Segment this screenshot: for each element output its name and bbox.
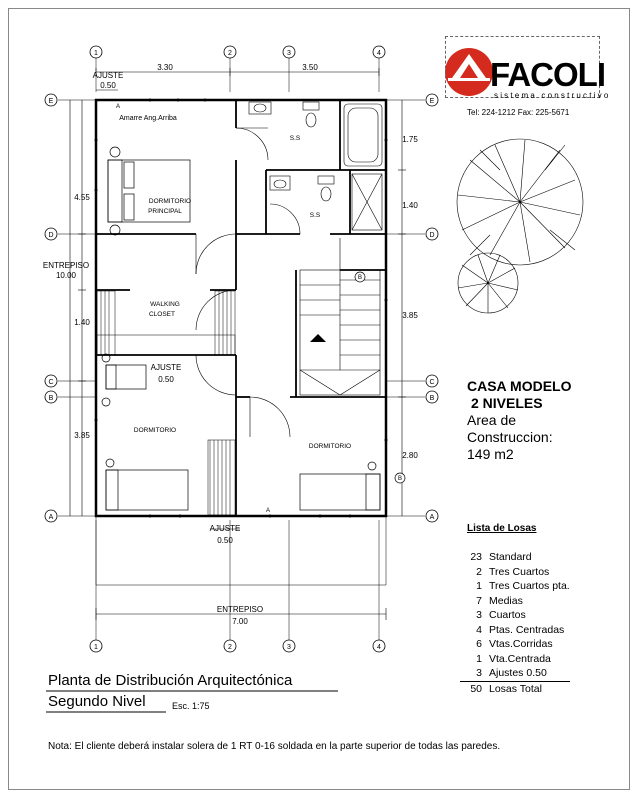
area-value: 149 m2 (467, 446, 514, 462)
grid-label-3-bottom: 3 (287, 644, 291, 651)
grid-label-4: 4 (377, 50, 381, 57)
dim-4-55: 4.55 (74, 193, 90, 202)
dorm-left-label: DORMITORIO (133, 427, 177, 434)
company-tagline: sistema constructivo (494, 91, 611, 100)
company-contact: Tel: 224-1212 Fax: 225-5671 (467, 108, 570, 117)
grid-label-a-left: A (48, 514, 54, 521)
losa-name: Standard (489, 551, 532, 563)
dim-2-80: 2.80 (402, 451, 418, 460)
area-label-1: Area de (467, 412, 517, 428)
area-label-2: Construccion: (467, 429, 553, 445)
amarre-label: Amarre Ang.Arriba (119, 115, 177, 122)
grid-label-3: 3 (287, 50, 291, 57)
dim-ajuste-bottom: AJUSTE (209, 524, 241, 533)
dim-entrepiso-left: ENTREPISO (42, 261, 90, 270)
dim-entrepiso-bottom: ENTREPISO (216, 605, 264, 614)
grid-label-1-bottom: 1 (94, 644, 98, 651)
grid-label-a-right: A (429, 514, 435, 521)
grid-label-b-right: B (429, 395, 435, 402)
dim-1-75: 1.75 (402, 135, 418, 144)
grid-label-e-right: E (429, 98, 435, 105)
project-title-1: CASA MODELO (467, 378, 572, 394)
marker-a-2: A (265, 508, 271, 514)
dim-1-40-left: 1.40 (74, 318, 90, 327)
dim-ajuste-top-value: 0.50 (100, 81, 116, 90)
grid-label-d-right: D (429, 232, 435, 239)
grid-label-c-left: C (48, 379, 54, 386)
dim-ajuste-bottom-value: 0.50 (217, 536, 233, 545)
dorm-principal-label-1: DORMITORIO (148, 198, 192, 205)
losa-qty: 1 (476, 580, 482, 592)
dim-3-30: 3.30 (157, 63, 173, 72)
losa-qty: 50 (470, 682, 482, 695)
walking-label-2: CLOSET (148, 311, 176, 318)
footer-note: Nota: El cliente deberá instalar solera de 1 RT 0-16 soldada en la parte superior de todas las paredes. (48, 741, 501, 752)
losa-qty: 7 (476, 594, 482, 607)
company-name: FACOLI (490, 56, 605, 93)
ajuste-inner-label: AJUSTE (150, 363, 182, 372)
dim-10-00: 10.00 (55, 271, 77, 280)
losa-name: Vta.Centrada (489, 652, 551, 665)
dorm-right-label: DORMITORIO (308, 443, 352, 450)
walking-label-1: WALKING (150, 301, 180, 308)
grid-label-4-bottom: 4 (377, 644, 381, 651)
losa-qty: 6 (476, 638, 482, 650)
ajuste-inner-value: 0.50 (158, 375, 174, 384)
losa-name: Losas Total (489, 682, 542, 695)
plan-scale: Esc. 1:75 (172, 701, 210, 711)
losa-qty: 3 (476, 609, 482, 621)
dim-3-50: 3.50 (302, 63, 318, 72)
losa-qty: 2 (476, 565, 482, 578)
losa-name: Medias (489, 594, 523, 607)
marker-a-1: A (115, 104, 121, 110)
dim-ajuste-top: AJUSTE (92, 71, 124, 80)
project-title-2: 2 NIVELES (471, 395, 543, 411)
losa-name: Tres Cuartos (489, 565, 550, 578)
marker-b-bottom: B (397, 476, 403, 482)
ss-mid-label: S.S (309, 212, 321, 219)
losa-qty: 3 (476, 667, 482, 679)
dorm-principal-label-2: PRINCIPAL (148, 208, 182, 215)
losa-qty: 4 (476, 623, 482, 636)
losa-name: Ptas. Centradas (489, 623, 565, 636)
marker-b-top: B (357, 275, 363, 281)
plan-level: Segundo Nivel (48, 693, 146, 710)
losa-qty: 23 (470, 551, 482, 563)
grid-label-2: 2 (228, 50, 232, 57)
grid-label-b-left: B (48, 395, 54, 402)
dim-7-00: 7.00 (232, 617, 248, 626)
grid-label-2-bottom: 2 (228, 644, 232, 651)
grid-label-c-right: C (429, 379, 435, 386)
plan-title: Planta de Distribución Arquitectónica (48, 672, 293, 689)
losa-name: Cuartos (489, 609, 526, 621)
dim-3-85-left: 3.85 (74, 431, 90, 440)
grid-label-d-left: D (48, 232, 54, 239)
dim-3-85-right: 3.85 (402, 311, 418, 320)
losa-qty: 1 (476, 652, 482, 665)
losas-title: Lista de Losas (467, 523, 537, 534)
losa-name: Vtas.Corridas (489, 638, 553, 650)
ss-top-label: S.S (289, 135, 301, 142)
losa-name: Ajustes 0.50 (489, 667, 547, 679)
grid-label-e-left: E (48, 98, 54, 105)
grid-label-1: 1 (94, 50, 98, 57)
dim-1-40-right: 1.40 (402, 201, 418, 210)
losa-name: Tres Cuartos pta. (489, 580, 570, 592)
